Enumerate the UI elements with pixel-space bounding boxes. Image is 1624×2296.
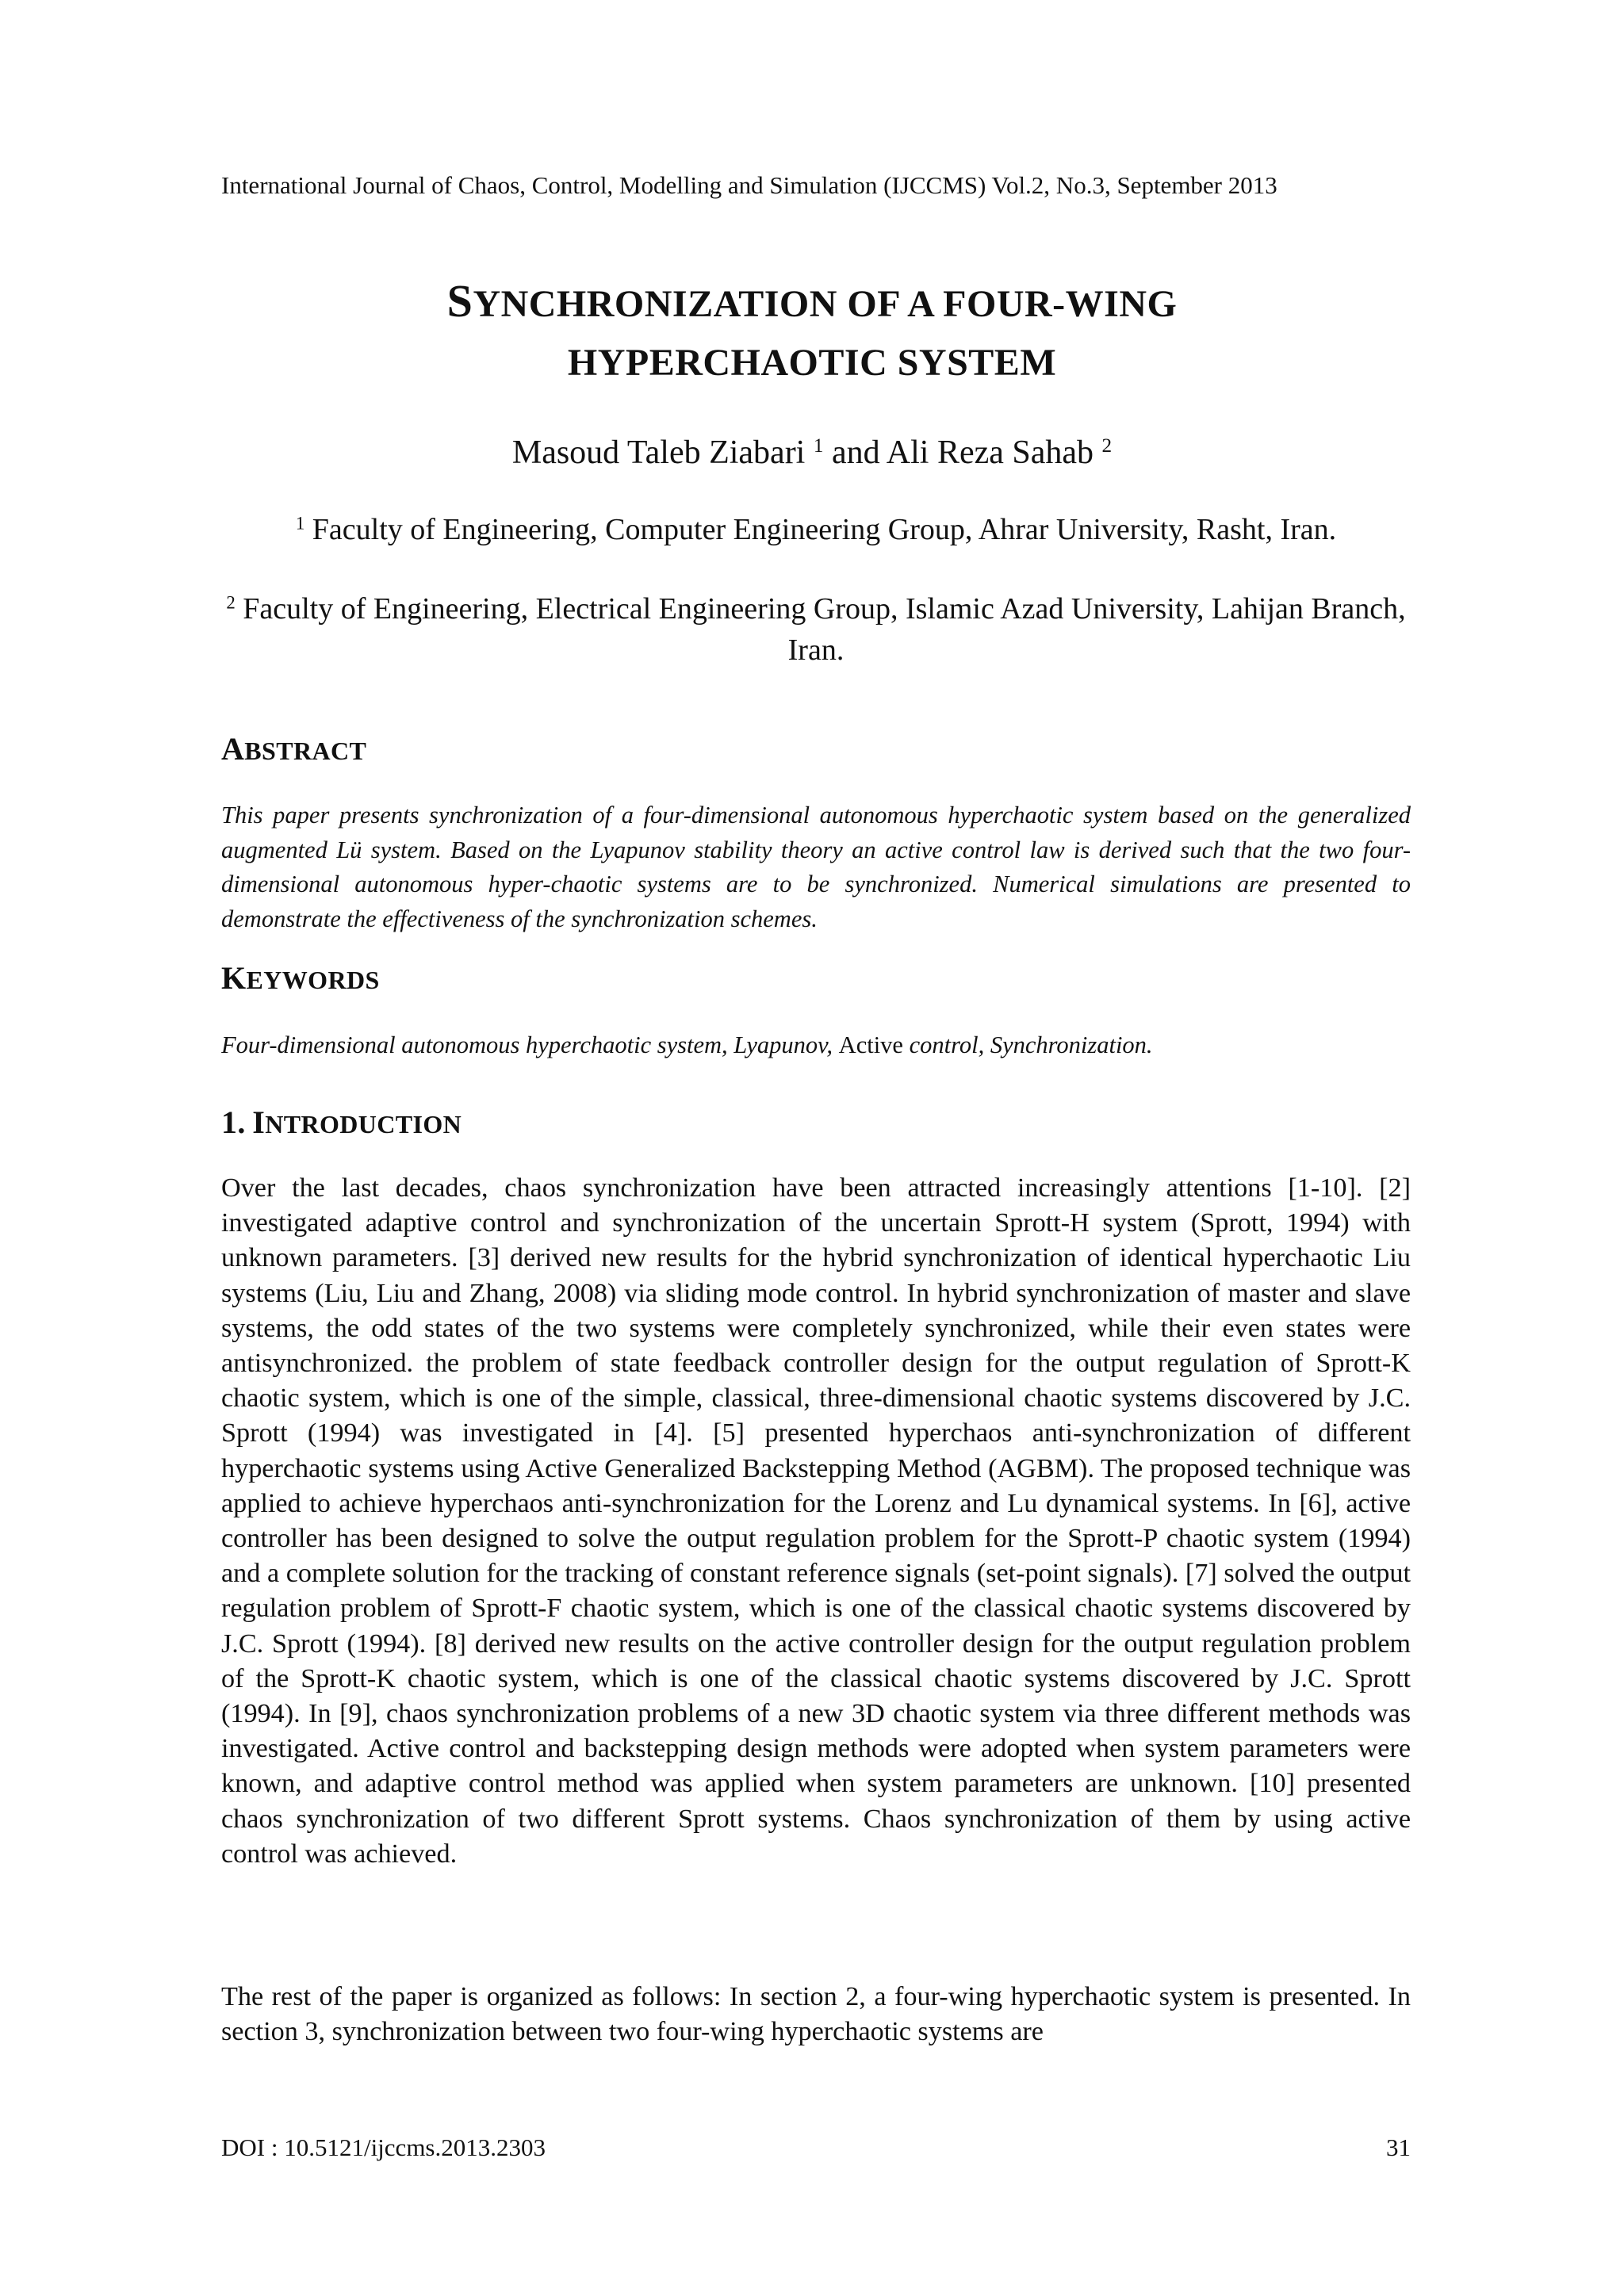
footer-doi: DOI : 10.5121/ijccms.2013.2303 — [221, 2133, 546, 2161]
introduction-paragraph-1: Over the last decades, chaos synchronization have been attracted increasingly attentions [1-10]. [2] investigated adaptive control and synchronization of the uncertain Sprott-H system (Sprott, 1994) with unknown parameters. [3] derived new results for the hybrid synchronization of identical hyperchaotic Liu systems (Liu, Liu and Zhang, 2008) via sliding mode control. In hybrid synchronization of master and slave systems, the odd states of the two systems were completely synchronized, while their even states were antisynchronized. the problem of state feedback controller design for the output regulation of Sprott-K chaotic system, which is one of the simple, classical, three-dimensional chaotic systems discovered by J.C. Sprott (1994) was investigated in [4]. [5] presented hyperchaos anti-synchronization of different hyperchaotic systems using Active Generalized Backstepping Method (AGBM). The proposed technique was applied to achieve hyperchaos anti-synchronization for the Lorenz and Lu dynamical systems. In [6], active controller has been designed to solve the output regulation problem for the Sprott-P chaotic system (1994) and a complete solution for the tracking of constant reference signals (set-point signals). [7] solved the output regulation problem of Sprott-F chaotic system, which is one of the classical chaotic systems discovered by J.C. Sprott (1994). [8] derived new results on the active controller design for the output regulation problem of the Sprott-K chaotic system, which is one of the classical chaotic systems discovered by J.C. Sprott (1994). In [9], chaos synchronization problems of a new 3D chaotic system via three different methods was investigated. Active control and backstepping design methods were adopted when system parameters were known, and adaptive control method was applied when system parameters are unknown. [10] presented chaos synchronization of two different Sprott systems. Chaos synchronization of them by using active control was achieved. — [221, 1173, 1411, 1869]
introduction-heading — [221, 1105, 462, 1142]
introduction-paragraph-2: The rest of the paper is organized as follows: In section 2, a four-wing hyperchaotic system is presented. In section 3, synchronization between two four-wing hyperchaotic systems are — [221, 1982, 1411, 2047]
keywords-part-1: Four-dimensional autonomous hyperchaotic system, Lyapunov, — [221, 1031, 833, 1058]
affiliation-1-marker: 1 — [295, 513, 305, 534]
affiliation-1 — [221, 509, 1411, 550]
affiliation-2-text: Faculty of Engineering, Electrical Engineering Group, Islamic Azad University, Lahijan Branch, Iran. — [243, 592, 1406, 667]
affiliation-1-text: Faculty of Engineering, Computer Engineering Group, Ahrar University, Rasht, Iran. — [312, 513, 1337, 546]
title-line-1-rest: YNCHRONIZATION OF A FOUR-WING — [473, 283, 1178, 325]
paper-title-line-2: HYPERCHAOTIC SYSTEM — [567, 342, 1057, 384]
author-connector: and — [831, 434, 880, 471]
keywords-text — [221, 1028, 1411, 1062]
affiliation-2 — [221, 588, 1411, 671]
footer-page-number: 31 — [1386, 2133, 1411, 2161]
keywords-heading — [221, 961, 380, 997]
introduction-heading-rest: NTRODUCTION — [265, 1110, 462, 1138]
author-list — [0, 431, 1624, 474]
running-header: International Journal of Chaos, Control, Modelling and Simulation (IJCCMS) Vol.2, No.3, September 2013 — [221, 171, 1277, 199]
author-1: Masoud Taleb Ziabari — [511, 434, 806, 471]
affiliation-2-marker: 2 — [226, 592, 236, 613]
author-2: Ali Reza Sahab — [886, 434, 1094, 471]
title-initial: S — [446, 275, 473, 327]
keywords-part-2: Active — [838, 1031, 903, 1058]
keywords-heading-initial: K — [221, 960, 247, 996]
author-2-affiliation-marker: 2 — [1101, 435, 1113, 457]
abstract-heading-rest: BSTRACT — [244, 737, 367, 765]
abstract-text: This paper presents synchronization of a four-dimensional autonomous hyperchaotic system based on the generalized augmented Lü system. Based on the Lyapunov stability theory an active control law is derived such that the two four-dimensional autonomous hyper-chaotic systems are to be synchronized. Numerical simulations are presented to demonstrate the effectiveness of the synchronization schemes. — [221, 802, 1411, 932]
author-1-affiliation-marker: 1 — [813, 435, 824, 457]
paper-title-line-1 — [0, 277, 1624, 328]
abstract-heading-initial: A — [221, 731, 245, 767]
keywords-heading-rest: EYWORDS — [246, 966, 380, 994]
introduction-heading-initial: I — [252, 1104, 266, 1140]
abstract-heading — [221, 732, 366, 768]
introduction-heading-number: 1. — [221, 1104, 246, 1140]
keywords-part-3: control, Synchronization. — [909, 1031, 1153, 1058]
